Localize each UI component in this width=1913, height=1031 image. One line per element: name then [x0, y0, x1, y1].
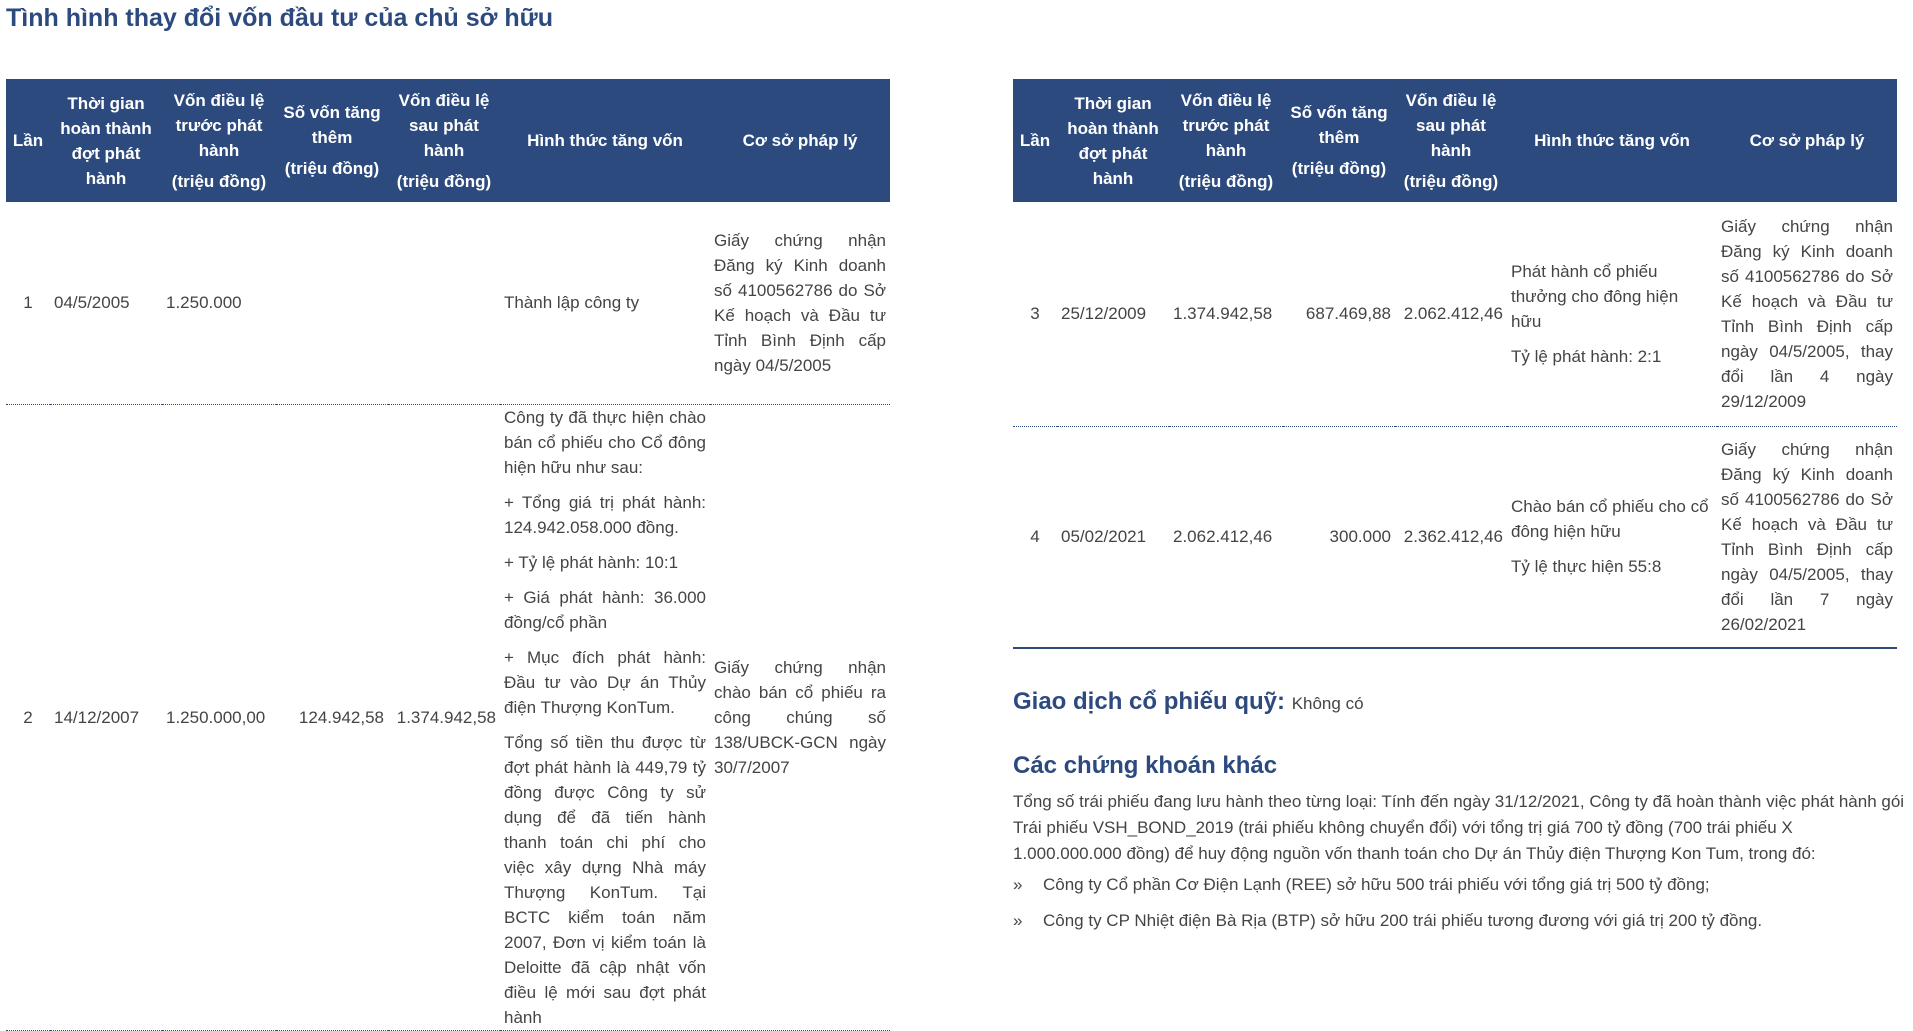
row-lan: 1 — [6, 202, 50, 404]
row-lan: 2 — [6, 404, 50, 1030]
capital-table-right — [1013, 79, 1897, 649]
row-method: Phát hành cổ phiếu thưởng cho đông hiện hữu Tỷ lệ phát hành: 2:1 — [1507, 202, 1717, 426]
row-before: 1.374.942,58 — [1169, 202, 1283, 426]
bullet-text: Công ty Cổ phần Cơ Điện Lạnh (REE) sở hữu 500 trái phiếu với tổng giá trị 500 tỷ đồng; — [1043, 875, 1710, 894]
header-so-von: Số vốn tăng thêm (triệu đồng) — [276, 79, 388, 202]
row-added: 300.000 — [1283, 426, 1395, 648]
header-von-truoc: Vốn điều lệ trước phát hành (triệu đồng) — [162, 79, 276, 202]
row-added: 124.942,58 — [276, 404, 388, 1030]
header-lan: Lần — [1013, 79, 1057, 202]
row-after — [388, 202, 500, 404]
row-date: 25/12/2009 — [1057, 202, 1169, 426]
row-after: 1.374.942,58 — [388, 404, 500, 1030]
row-legal: Giấy chứng nhận Đăng ký Kinh doanh số 4100562786 do Sở Kế hoạch và Đầu tư Tỉnh Bình Định cấp ngày 04/5/2005, thay đổi lần 7 ngày 26/02/2021 — [1717, 426, 1897, 648]
other-securities-paragraph: Tổng số trái phiếu đang lưu hành theo từng loại: Tính đến ngày 31/12/2021, Công ty đã hoàn thành việc phát hành gói Trái phiếu VSH_BOND_2019 (trái phiếu không chuyển đổi) với tổng trị giá 700 tỷ đồng (700 trái phiếu X 1.000.000.000 đồng) để huy động nguồn vốn thanh toán cho Dự án Thủy điện Thượng Kon Tum, trong đó: — [1013, 792, 1905, 863]
header-co-so: Cơ sở pháp lý — [710, 79, 890, 202]
header-so-von: Số vốn tăng thêm (triệu đồng) — [1283, 79, 1395, 202]
row-date: 04/5/2005 — [50, 202, 162, 404]
table-header — [6, 79, 890, 202]
row-added — [276, 202, 388, 404]
row-legal: Giấy chứng nhận Đăng ký Kinh doanh số 4100562786 do Sở Kế hoạch và Đầu tư Tỉnh Bình Định cấp ngày 04/5/2005, thay đổi lần 4 ngày 29/12/2009 — [1717, 202, 1897, 426]
capital-table-left — [6, 79, 890, 1031]
row-after: 2.362.412,46 — [1395, 426, 1507, 648]
table-row — [1013, 202, 1897, 426]
table-row — [6, 404, 890, 1030]
treasury-value: Không có — [1291, 694, 1364, 713]
row-added: 687.469,88 — [1283, 202, 1395, 426]
header-thoi-gian: Thời gian hoàn thành đợt phát hành — [50, 79, 162, 202]
header-lan: Lần — [6, 79, 50, 202]
header-von-sau: Vốn điều lệ sau phát hành (triệu đồng) — [1395, 79, 1507, 202]
list-item — [1013, 872, 1906, 898]
header-von-sau: Vốn điều lệ sau phát hành (triệu đồng) — [388, 79, 500, 202]
other-securities-heading: Các chứng khoán khác — [1013, 752, 1278, 779]
row-before: 1.250.000,00 — [162, 404, 276, 1030]
bullet-marker: » — [1013, 875, 1023, 894]
treasury-heading: Giao dịch cổ phiếu quỹ: — [1013, 688, 1286, 715]
header-thoi-gian: Thời gian hoàn thành đợt phát hành — [1057, 79, 1169, 202]
row-lan: 4 — [1013, 426, 1057, 648]
row-legal: Giấy chứng nhận Đăng ký Kinh doanh số 4100562786 do Sở Kế hoạch và Đầu tư Tỉnh Bình Định cấp ngày 04/5/2005 — [710, 202, 890, 404]
treasury-section — [1013, 688, 1364, 716]
bond-holders-list — [1013, 872, 1906, 944]
row-date: 14/12/2007 — [50, 404, 162, 1030]
row-before: 2.062.412,46 — [1169, 426, 1283, 648]
page-title: Tình hình thay đổi vốn đầu tư của chủ sở hữu — [6, 4, 554, 32]
table-header — [1013, 79, 1897, 202]
table-row — [1013, 426, 1897, 648]
table-row — [6, 202, 890, 404]
row-after: 2.062.412,46 — [1395, 202, 1507, 426]
row-method: Thành lập công ty — [500, 202, 710, 404]
header-hinh-thuc: Hình thức tăng vốn — [500, 79, 710, 202]
header-von-truoc: Vốn điều lệ trước phát hành (triệu đồng) — [1169, 79, 1283, 202]
row-date: 05/02/2021 — [1057, 426, 1169, 648]
header-hinh-thuc: Hình thức tăng vốn — [1507, 79, 1717, 202]
list-item — [1013, 908, 1906, 934]
row-legal: Giấy chứng nhận chào bán cổ phiếu ra công chúng số 138/UBCK-GCN ngày 30/7/2007 — [710, 404, 890, 1030]
row-method: Công ty đã thực hiện chào bán cổ phiếu cho Cổ đông hiện hữu như sau: + Tổng giá trị phát hành: 124.942.058.000 đồng. + Tỷ lệ phát hành: 10:1 + Giá phát hành: 36.000 đồng/cổ phần + Mục đích phát hành: Đầu tư vào Dự án Thủy điện Thượng KonTum. Tổng số tiền thu được từ đợt phát hành là 449,79 tỷ đồng được Công ty sử dụng để đã tiến hành thanh toán chi phí cho việc xây dựng Nhà máy Thượng KonTum. Tại BCTC kiểm toán năm 2007, Đơn vị kiểm toán là Deloitte đã cập nhật vốn điều lệ mới sau đợt phát hành — [500, 404, 710, 1030]
row-method: Chào bán cổ phiếu cho cổ đông hiện hữu Tỷ lệ thực hiện 55:8 — [1507, 426, 1717, 648]
header-co-so: Cơ sở pháp lý — [1717, 79, 1897, 202]
row-before: 1.250.000 — [162, 202, 276, 404]
row-lan: 3 — [1013, 202, 1057, 426]
bullet-marker: » — [1013, 911, 1023, 930]
bullet-text: Công ty CP Nhiệt điện Bà Rịa (BTP) sở hữu 200 trái phiếu tương đương với giá trị 200 tỷ đồng. — [1043, 911, 1763, 930]
